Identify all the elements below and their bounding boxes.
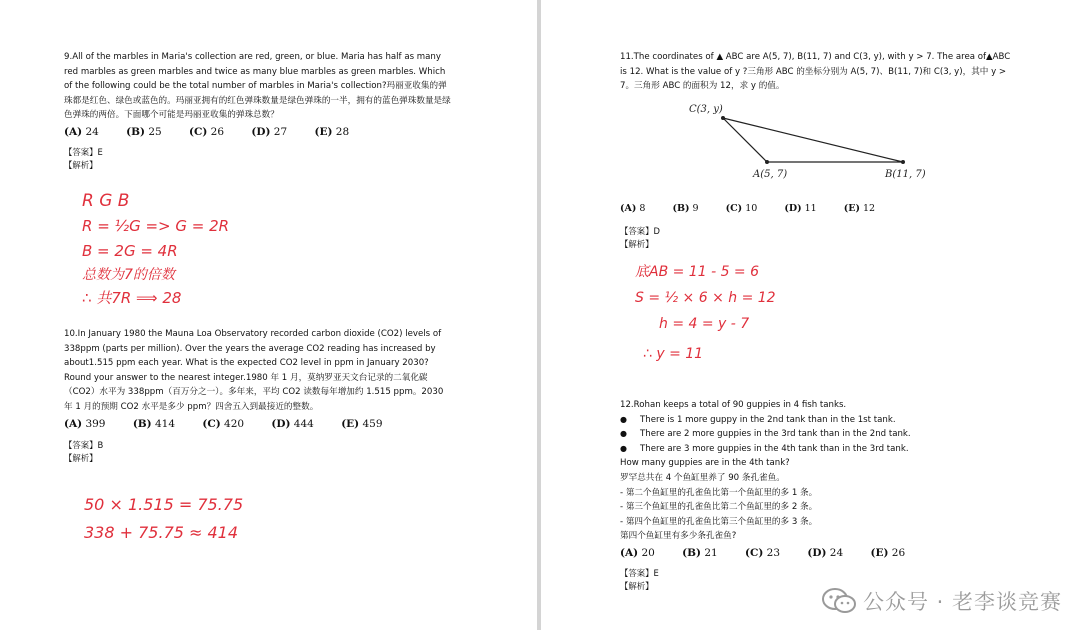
- q9-hw-line3: B = 2G = 4R: [82, 242, 178, 260]
- q9-hw-line2: R = ½G => G = 2R: [82, 217, 230, 235]
- q9-option-d: (D) 27: [251, 125, 288, 138]
- q11-options: [620, 202, 1012, 217]
- left-page: [0, 0, 537, 630]
- q12-question-en: How many guppies are in the 4th tank?: [620, 458, 790, 469]
- wechat-icon: [821, 587, 857, 615]
- q10-handwriting: [82, 490, 282, 550]
- q11-option-d: (D) 11: [784, 203, 817, 214]
- q12-zh-line3: - 第三个鱼缸里的孔雀鱼比第二个鱼缸里的多 2 条。: [620, 502, 818, 513]
- question-11: [620, 50, 1012, 94]
- q12-option-c: (C) 23: [745, 546, 781, 559]
- q9-text-en: 9.All of the marbles in Maria's collection are red, green, or blue. Maria has half as many red marbles as green marbles and twice as many blue marbles as green marbles. Which of the following could be the total number of marbles in Maria's collection?: [64, 52, 446, 92]
- question-9: [64, 50, 452, 172]
- q11-analysis: 【解析】: [620, 238, 654, 249]
- q12-options: [620, 546, 1012, 561]
- q10-text-zh: 1980 年 1 月，莫纳罗亚天文台记录的二氧化碳（CO2）水平为 338ppm（百万分之一）。多年来，平均 CO2 读数每年增加约 1.515 ppm。2030 年 1 月的预期 CO2 水平是多少 ppm？四舍五入到最接近的整数。: [64, 372, 444, 412]
- label-b: B(11, 7): [885, 169, 926, 180]
- q11-options-block: [620, 200, 1012, 251]
- label-c: C(3, y): [689, 104, 723, 115]
- q9-options: [64, 125, 452, 140]
- q10-hw-line2: 338 + 75.75 ≈ 414: [84, 523, 239, 542]
- q10-option-a: (A) 399: [64, 417, 106, 430]
- point-c: [721, 116, 725, 120]
- q10-answer: 【答案】B: [64, 440, 104, 451]
- q11-option-b: (B) 9: [672, 203, 699, 214]
- q12-bullet-1: ● There is 1 more guppy in the 2nd tank than in the 1st tank.: [620, 413, 1012, 428]
- q9-handwriting: [78, 188, 238, 308]
- point-a: [765, 160, 769, 164]
- q12-bullet-3: ● There are 3 more guppies in the 4th tank than in the 3rd tank.: [620, 442, 1012, 457]
- q10-hw-line1: 50 × 1.515 = 75.75: [84, 495, 244, 514]
- q12-option-b: (B) 21: [682, 546, 718, 559]
- q10-analysis: 【解析】: [64, 453, 98, 464]
- q11-answer: 【答案】D: [620, 225, 660, 236]
- q11-option-c: (C) 10: [725, 203, 758, 214]
- label-a: A(5, 7): [753, 169, 788, 180]
- q12-text-en: 12.Rohan keeps a total of 90 guppies in 4 fish tanks.: [620, 400, 847, 410]
- q11-hw-line1: 底AB = 11 - 5 = 6: [635, 264, 760, 280]
- q12-bullets: [620, 413, 1012, 457]
- q10-option-e: (E) 459: [341, 417, 383, 430]
- q9-analysis: 【解析】: [64, 159, 98, 170]
- q9-answer: 【答案】E: [64, 146, 103, 157]
- q12-answer: 【答案】E: [620, 567, 659, 578]
- point-b: [901, 160, 905, 164]
- q12-bullet-2: ● There are 2 more guppies in the 3rd tank than in the 2nd tank.: [620, 427, 1012, 442]
- right-page: [541, 0, 1080, 630]
- q9-hw-line4: 总数为7的倍数: [82, 267, 175, 283]
- q11-text-zh: 三角形 ABC 的坐标分别为 A(5, 7)、B(11, 7)和 C(3, y)，其中 y > 7。三角形 ABC 的面积为 12，求 y 的值。: [620, 66, 1007, 92]
- q11-handwriting: [633, 258, 813, 368]
- q10-text-en: 10.In January 1980 the Mauna Loa Observatory recorded carbon dioxide (CO2) levels of 338ppm (parts per million). Over the years the average CO2 reading has increased by about1.515 ppm each year. What is the expected CO2 level in ppm in January 2030? Round your answer to the nearest integer.: [64, 329, 442, 383]
- q12-zh-line5: 第四个鱼缸里有多少条孔雀鱼?: [620, 531, 737, 542]
- q10-option-d: (D) 444: [271, 417, 314, 430]
- triangle-outline: [723, 118, 903, 162]
- q9-option-c: (C) 26: [189, 125, 225, 138]
- triangle-figure: [681, 98, 981, 186]
- q11-option-a: (A) 8: [620, 203, 646, 214]
- question-10: [64, 327, 452, 465]
- q12-option-a: (A) 20: [620, 546, 655, 559]
- q11-option-e: (E) 12: [843, 203, 876, 214]
- q12-zh-line4: - 第四个鱼缸里的孔雀鱼比第三个鱼缸里的多 3 条。: [620, 516, 818, 527]
- watermark-text: 公众号 · 老李谈竞赛: [862, 590, 1062, 614]
- q11-hw-line2: S = ½ × 6 × h = 12: [635, 290, 776, 306]
- q9-hw-line1: R G B: [82, 191, 130, 211]
- q9-text-zh: 玛丽亚收集的弹珠都是红色、绿色或蓝色的。玛丽亚拥有的红色弹珠数量是绿色弹珠的一半，拥有的蓝色弹珠数量是绿色弹珠的两倍。下面哪个可能是玛丽亚收集的弹珠总数？: [64, 81, 451, 121]
- q11-hw-line4: ∴ y = 11: [643, 346, 704, 362]
- q9-option-e: (E) 28: [314, 125, 350, 138]
- watermark: [821, 586, 1062, 616]
- q11-text-en: 11.The coordinates of ▲ ABC are A(5, 7), B(11, 7) and C(3, y), with y > 7. The area of▲ABC is 12. What is the value of y ?: [620, 52, 1011, 77]
- q9-option-a: (A) 24: [64, 125, 99, 138]
- q12-option-e: (E) 26: [870, 546, 906, 559]
- q9-hw-line5: ∴ 共7R ⟹ 28: [82, 289, 182, 307]
- q10-options: [64, 417, 452, 432]
- q11-hw-line3: h = 4 = y - 7: [659, 316, 750, 332]
- q9-option-b: (B) 25: [126, 125, 162, 138]
- q10-option-c: (C) 420: [202, 417, 245, 430]
- q10-option-b: (B) 414: [132, 417, 176, 430]
- question-12: [620, 398, 1012, 593]
- q12-zh-line1: 罗罕总共在 4 个鱼缸里养了 90 条孔雀鱼。: [620, 472, 785, 483]
- q12-analysis: 【解析】: [620, 580, 654, 591]
- q12-zh-line2: - 第二个鱼缸里的孔雀鱼比第一个鱼缸里的多 1 条。: [620, 487, 818, 498]
- q12-option-d: (D) 24: [807, 546, 844, 559]
